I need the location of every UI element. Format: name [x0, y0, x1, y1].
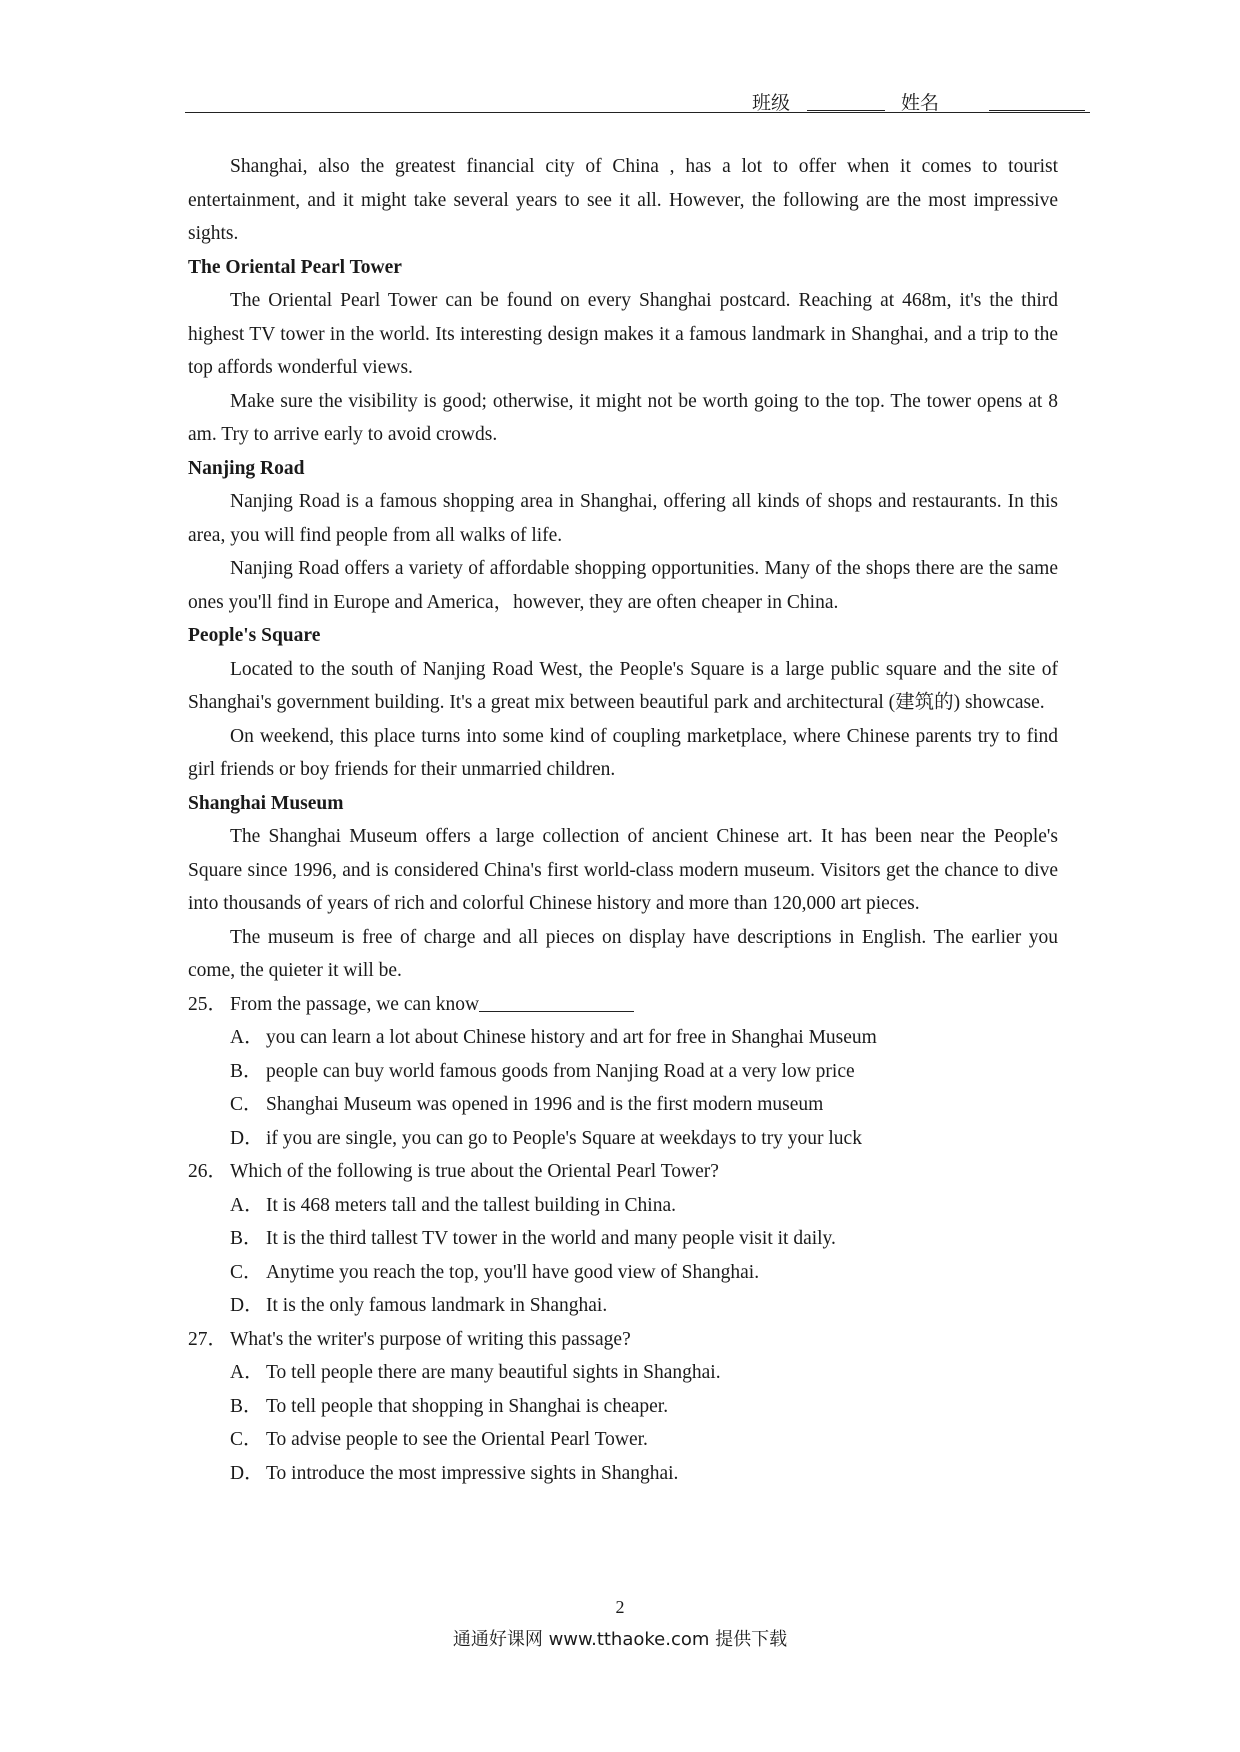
question-number: 26． [188, 1161, 228, 1182]
section-paragraph: Make sure the visibility is good; otherwise, it might not be worth going to the top. The tower opens at 8 am. Try to arrive early to avoid crowds. [188, 390, 1058, 445]
section-paragraph: Nanjing Road offers a variety of affordable shopping opportunities. Many of the shops there are the same ones you'll find in Europe and America，however, they are often cheaper in China. [188, 558, 1058, 613]
section-paragraph: Located to the south of Nanjing Road West, the People's Square is a large public square and the site of Shanghai's government building. It's a great mix between beautiful park and architectural (建筑的) showcase. [188, 658, 1058, 713]
option-text: To tell people that shopping in Shanghai is cheaper. [266, 1395, 669, 1417]
option-label: A． [230, 1027, 264, 1048]
passage-intro: Shanghai, also the greatest financial city of China , has a lot to offer when it comes to tourist entertainment, and it might take several years to see it all. However, the following are the most impressive sights. [188, 156, 1058, 244]
option-label: A． [230, 1362, 264, 1383]
section-title: Shanghai Museum [188, 792, 344, 814]
option-label: A． [230, 1194, 264, 1216]
document-body [188, 150, 1058, 1490]
option-label: B． [230, 1228, 263, 1249]
option-text: To tell people there are many beautiful sights in Shanghai. [266, 1362, 721, 1383]
option-d[interactable] [188, 1289, 1058, 1323]
footer-site-text: 通通好课网 www.tthaoke.com 提供下载 [452, 1629, 788, 1650]
section-paragraph: The Oriental Pearl Tower can be found on every Shanghai postcard. Reaching at 468m, it's the third highest TV tower in the world. Its interesting design makes it a famous landmark in Shanghai, and a trip to the top affords wonderful views. [188, 290, 1058, 378]
section-paragraph: Nanjing Road is a famous shopping area in Shanghai, offering all kinds of shops and restaurants. In this area, you will find people from all walks of life. [188, 491, 1058, 546]
section-paragraph: On weekend, this place turns into some kind of coupling marketplace, where Chinese parents try to find girl friends or boy friends for their unmarried children. [188, 725, 1058, 780]
option-a[interactable] [188, 1189, 1058, 1223]
option-text: Anytime you reach the top, you'll have good view of Shanghai. [266, 1261, 760, 1283]
question-number: 25． [188, 993, 228, 1015]
option-d[interactable] [188, 1457, 1058, 1491]
option-text: if you are single, you can go to People's Square at weekdays to try your luck [266, 1127, 862, 1149]
option-b[interactable] [188, 1222, 1058, 1256]
section-paragraph: The Shanghai Museum offers a large collection of ancient Chinese art. It has been near the People's Square since 1996, and is considered China's first world-class modern museum. Visitors get the chance to dive into thousands of years of rich and colorful Chinese history and more than 120,000 art pieces. [188, 826, 1058, 914]
option-label: B． [230, 1395, 263, 1417]
option-label: C． [230, 1429, 263, 1450]
question-stem: From the passage, we can know [230, 993, 480, 1015]
option-label: C． [230, 1094, 263, 1115]
question-25 [188, 988, 1058, 1022]
option-text: Shanghai Museum was opened in 1996 and is the first modern museum [266, 1094, 824, 1115]
question-27 [188, 1323, 1058, 1357]
option-label: C． [230, 1261, 263, 1283]
option-label: B． [230, 1060, 263, 1082]
option-c[interactable] [188, 1088, 1058, 1122]
option-c[interactable] [188, 1423, 1058, 1457]
answer-blank [479, 991, 634, 1012]
question-number: 27． [188, 1328, 228, 1350]
option-text: To advise people to see the Oriental Pearl Tower. [266, 1429, 648, 1450]
section-title: The Oriental Pearl Tower [188, 256, 402, 278]
option-label: D． [230, 1127, 264, 1149]
class-label: 班级 [752, 93, 791, 114]
option-a[interactable] [188, 1021, 1058, 1055]
question-stem: Which of the following is true about the Oriental Pearl Tower? [230, 1161, 719, 1182]
page-header [185, 86, 1090, 113]
option-text: To introduce the most impressive sights in Shanghai. [266, 1462, 679, 1484]
option-c[interactable] [188, 1256, 1058, 1290]
option-text: It is 468 meters tall and the tallest building in China. [266, 1194, 676, 1216]
section-paragraph: The museum is free of charge and all pieces on display have descriptions in English. The earlier you come, the quieter it will be. [188, 926, 1058, 981]
option-text: It is the third tallest TV tower in the world and many people visit it daily. [266, 1228, 836, 1249]
option-text: people can buy world famous goods from Nanjing Road at a very low price [266, 1060, 855, 1082]
option-label: D． [230, 1295, 264, 1316]
section-title: Nanjing Road [188, 457, 305, 479]
option-b[interactable] [188, 1390, 1058, 1424]
option-label: D． [230, 1462, 264, 1484]
option-text: It is the only famous landmark in Shanghai. [266, 1295, 608, 1316]
question-stem: What's the writer's purpose of writing this passage? [230, 1328, 631, 1350]
option-a[interactable] [188, 1356, 1058, 1390]
option-d[interactable] [188, 1122, 1058, 1156]
option-text: you can learn a lot about Chinese history and art for free in Shanghai Museum [266, 1027, 877, 1048]
question-26 [188, 1155, 1058, 1189]
section-title: People's Square [188, 625, 321, 646]
option-b[interactable] [188, 1055, 1058, 1089]
name-label: 姓名 [901, 93, 940, 114]
page-number: 2 [615, 1597, 625, 1617]
